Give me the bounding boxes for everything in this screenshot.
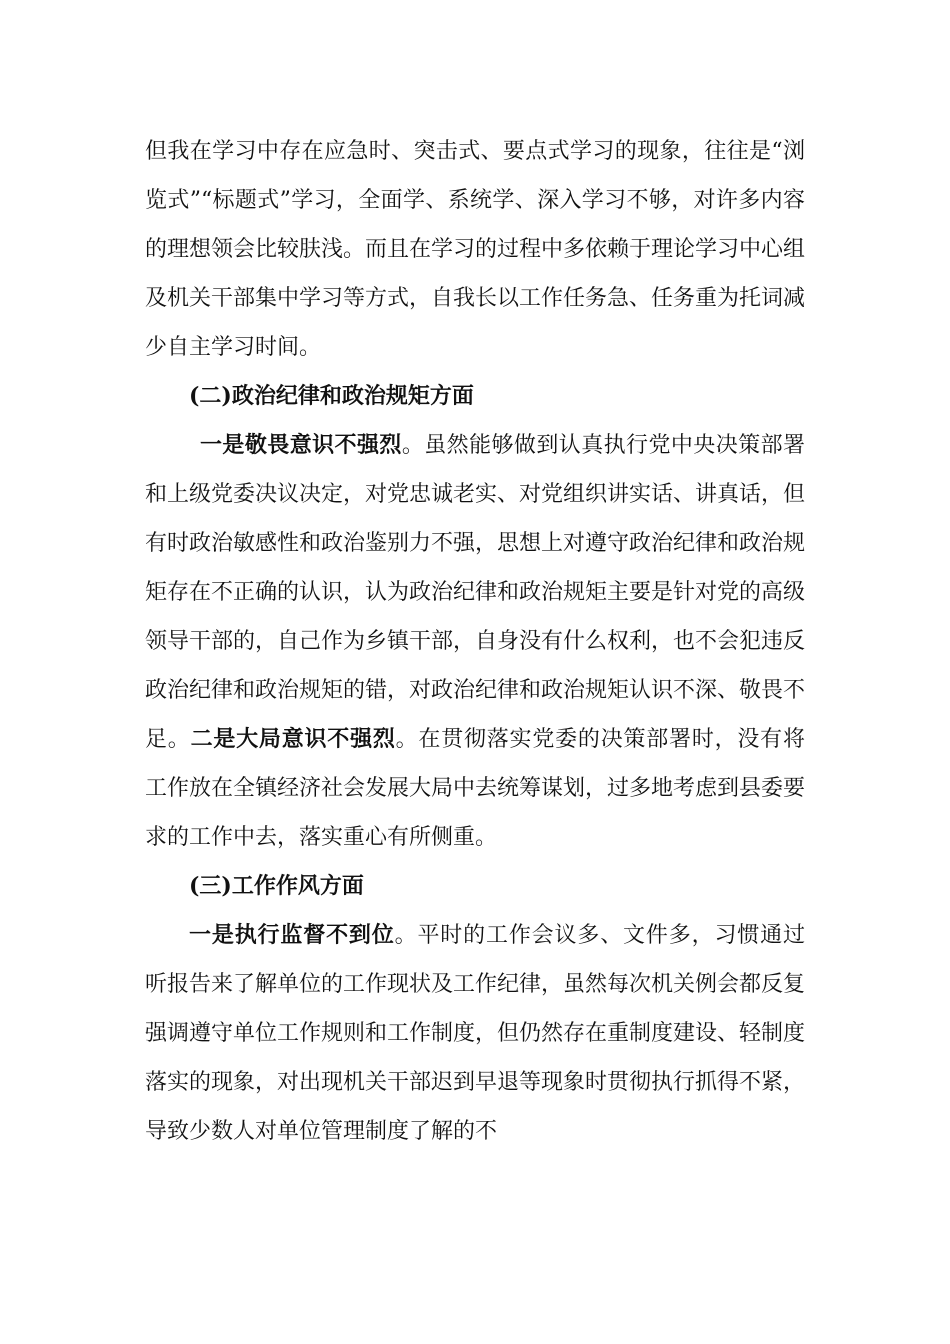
paragraph-political-discipline [145,421,805,862]
section-heading-political-discipline: (二)政治纪律和政治规矩方面 [189,383,474,409]
paragraph-work-style [145,911,805,1156]
paragraph-text-supervision: 。平时的工作会议多、文件多，习惯通过听报告来了解单位的工作现状及工作纪律，虽然每次机关例会都反复强调遵守单位工作规则和工作制度，但仍然存在重制度建设、轻制度落实的现象，对出现机关干部迟到早退等现象时贯彻执行抓得不紧，导致少数人对单位管理制度了解的不 [145,923,806,1144]
lead-phrase-overall: 二是大局意识不强烈 [190,726,396,752]
lead-phrase-awe: 一是敬畏意识不强烈 [200,432,402,458]
paragraph-text-overall: 。在贯彻落实党委的决策部署时，没有将工作放在全镇经济社会发展大局中去统筹谋划，过多地考虑到县委要求的工作中去，落实重心有所侧重。 [145,727,806,850]
lead-phrase-supervision: 一是执行监督不到位 [189,922,395,948]
paragraph-study: 但我在学习中存在应急时、突击式、要点式学习的现象，往往是“浏览式”“标题式”学习，全面学、系统学、深入学习不够，对许多内容的理想领会比较肤浅。而且在学习的过程中多依赖于理论学习中心组及机关干部集中学习等方式，自我长以工作任务急、任务重为托词减少自主学习时间。 [145,139,806,360]
section-heading-work-style: (三)工作作风方面 [189,873,364,899]
paragraph-text-awe: 。虽然能够做到认真执行党中央决策部署和上级党委决议决定，对党忠诚老实、对党组织讲实话、讲真话，但有时政治敏感性和政治鉴别力不强，思想上对遵守政治纪律和政治规矩存在不正确的认识，认为政治纪律和政治规矩主要是针对党的高级领导干部的，自己作为乡镇干部，自身没有什么权利，也不会犯违反政治纪律和政治规矩的错，对政治纪律和政治规矩认识不深、敬畏不足。 [145,433,806,752]
document-body [145,127,805,1156]
